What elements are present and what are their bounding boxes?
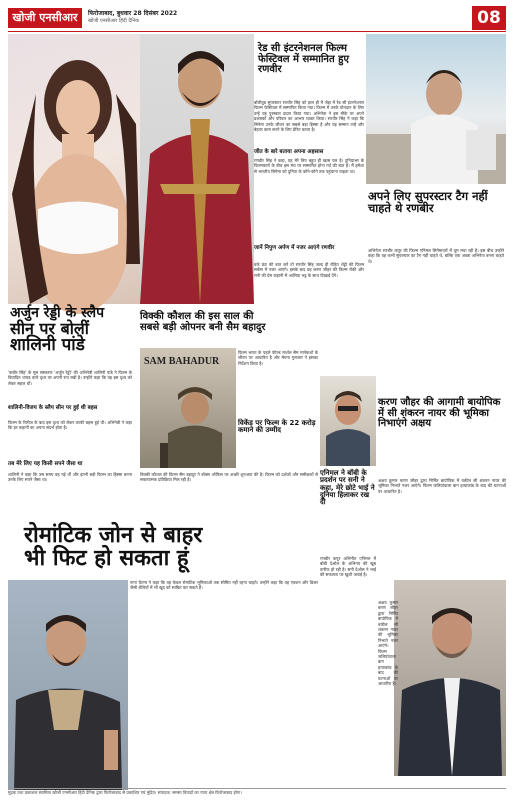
ranveer-headline: रेड सी इंटरनेशनल फिल्म फेस्टिवल में सम्मानित हुए रणवीर — [258, 43, 349, 75]
ranveer-subhead3: जानें निपुण अर्पण में नजर आएंगे रणवीर — [254, 245, 335, 251]
shalini-illustration — [8, 34, 140, 304]
karan-headline: करण जौहर की आगामी बायोपिक में सी शंकरन नायर की भूमिका निभाएंगे अक्षय — [378, 397, 501, 429]
shalini-subhead2: तब मेरे लिए यह किसी सपने जैसा था — [8, 461, 83, 467]
ranveer-body2: रणवीर सिंह ने कहा, यह मेरे लिए बहुत ही खास पल है। दुनियाभर के फिल्मकारों के बीच इस मंच पर सम्मानित होना गर्व की बात है। मैं हमेशा से भारतीय सिनेमा को दुनिया के कोने-कोने तक पहुंचाना चाहता था। — [254, 158, 364, 174]
vicky-headline-line2: सबसे बड़ी ओपनर बनी सैम बहादुर — [140, 321, 266, 333]
masthead-bar — [8, 8, 82, 28]
sub-line: खोजी एनसीआर हिंदी दैनिक — [88, 18, 139, 24]
ranveer-illustration — [140, 34, 254, 304]
vicky-side-body: फिल्म भारत के पहले फील्ड मार्शल सैम मानेकशॉ के जीवन पर आधारित है और मेघना गुलजार ने इसका निर्देशन किया है। — [238, 350, 318, 366]
romantic-headline-line1: रोमांटिक जोन से बाहर — [24, 523, 203, 548]
shalini-headline-line3: शालिनी पांडे — [10, 335, 85, 356]
date-line: फिरोजाबाद, बुधवार 28 दिसंबर 2022 — [88, 10, 178, 17]
ranbir-illustration — [366, 34, 506, 184]
shalini-headline-line2: सीन पर बोलीं — [10, 318, 89, 338]
vicky-headline-line1: विक्की कौशल की इस साल की — [140, 311, 254, 322]
ranveer-singh-photo — [140, 34, 254, 304]
ranbir-headline: अपने लिए सुपरस्टार टैग नहीं चाहते थे रणबीर — [368, 189, 488, 216]
romantic-headline — [24, 524, 324, 570]
romantic-headline-line2: भी फिट हो सकता हूं — [24, 546, 189, 572]
poster-title: SAM BAHADUR — [144, 356, 220, 367]
vicky-body: विक्की कौशल की फिल्म सैम बहादुर ने बॉक्स ऑफिस पर अच्छी शुरुआत की है। फिल्म को दर्शकों और समीक्षकों से सकारात्मक प्रतिक्रिया मिल रही है। — [140, 472, 318, 483]
footer-imprint: मुद्रक तथा प्रकाशक स्वामित्व खोजी एनसीआर हिंदी दैनिक द्वारा फिरोजाबाद से प्रकाशित एवं मुद्रित। संपादक: समस्त विवादों का न्याय क्षेत्र फिरोजाबाद होगा। — [8, 790, 242, 795]
page-number — [472, 6, 506, 30]
naga-illustration — [8, 580, 128, 790]
page-number-text: 08 — [477, 8, 501, 28]
shalini-headline-line1: अर्जुन रेड्डी के स्लैप — [10, 305, 105, 321]
sunny-illustration — [320, 376, 376, 466]
naga-chaitanya-photo — [8, 580, 128, 790]
romantic-body: नागा चैतन्य ने कहा कि वह केवल रोमांटिक भूमिकाओं तक सीमित नहीं रहना चाहते। उन्होंने कहा कि वह एक्शन और थ्रिलर जैसी शैलियों में भी खुद को साबित कर सकते हैं। — [130, 580, 318, 591]
vicky-headline — [140, 312, 320, 333]
footer-divider — [8, 788, 506, 789]
shalini-body: 'कबीर सिंह' के मूल संस्करण 'अर्जुन रेड्डी' की अभिनेत्री शालिनी पांडे ने फिल्म के विवादित थप्पड़ वाले दृश्य पर अपनी राय रखी है। उन्होंने कहा कि वह इस दृश्य को लेकर सहज थीं। — [8, 370, 132, 386]
ranbir-kapoor-photo — [366, 34, 506, 184]
akshay-kumar-photo — [394, 580, 506, 776]
vicky-side-headline: विकेंड पर फिल्म के 22 करोड़ कमाने की उम्मीद — [238, 419, 316, 435]
shalini-subhead: शालिनी-विजय के स्लैप सीन पर हुई थी बहस — [8, 405, 98, 411]
ranveer-body: बॉलीवुड सुपरस्टार रणवीर सिंह को हाल ही में जेद्दा में रेड सी इंटरनेशनल फिल्म फेस्टिवल में सम्मानित किया गया। फिल्म में उनके योगदान के लिए उन्हें यह पुरस्कार प्रदान किया गया। अभिनेता ने इस मौके पर अपने प्रशंसकों और परिवार का आभार व्यक्त किया। रणवीर सिंह ने कहा कि सिनेमा उनके जीवन का सबसे बड़ा हिस्सा है और यह सम्मान उन्हें और बेहतर काम करने के लिए प्रेरित करता है। — [254, 100, 364, 133]
karan-body: अक्षय कुमार करण जौहर द्वारा निर्मित बायोपिक में वकील सी शंकरन नायर की भूमिका निभाते नजर आएंगे। फिल्म जलियांवाला बाग हत्याकांड के बाद की घटनाओं पर आधारित है। — [378, 478, 506, 494]
shalini-body3: शालिनी ने कहा कि उस समय वह नई थीं और इतनी बड़ी फिल्म का हिस्सा बनना उनके लिए सपने जैसा था। — [8, 472, 132, 483]
sam-bahadur-poster — [140, 348, 236, 468]
sunny-deol-photo — [320, 376, 376, 466]
akshay-illustration — [394, 580, 506, 776]
shalini-headline — [10, 306, 146, 355]
ranbir-body: अभिनेता रणबीर कपूर की फिल्म एनिमल सिनेमाघरों में धूम मचा रही है। इस बीच उन्होंने कहा कि वह कभी सुपरस्टार का टैग नहीं चाहते थे, बल्कि एक अच्छा अभिनेता बनना चाहते थे। — [368, 248, 504, 264]
animal-body: रणबीर कपूर अभिनीत एनिमल में बॉबी देओल के अभिनय की खूब तारीफ हो रही है। सनी देओल ने भाई की सफलता पर खुशी जताई है। — [320, 556, 376, 578]
ranveer-subhead: जीत के बारे बताया अपना अहसास — [254, 149, 324, 155]
ranveer-body3: वर्क फ्रंट की बात करें तो रणवीर सिंह जल्द ही रोहित शेट्टी की फिल्म सर्कस में नजर आएंगे। इसके बाद वह करण जौहर की फिल्म रॉकी और रानी की प्रेम कहानी में आलिया भट्ट के साथ दिखाई देंगे। — [254, 262, 364, 278]
karan-body-continued: अक्षय कुमार करण जौहर द्वारा निर्मित बायोपिक में वकील सी शंकरन नायर की भूमिका निभाते नजर आएंगे। फिल्म जलियांवाला बाग हत्याकांड के बाद की घटनाओं पर आधारित है। — [378, 600, 398, 687]
masthead-title: खोजी एनसीआर — [12, 11, 78, 24]
shalini-body2: फिल्म के रिलीज के बाद इस दृश्य को लेकर काफी बहस हुई थी। अभिनेत्री ने कहा कि हर कहानी का अपना संदर्भ होता है। — [8, 420, 132, 431]
animal-headline: एनिमल ने बॉबी के प्रदर्शन पर सनी ने कहा, मेरे छोटे भाई ने दुनिया हिलाकर रख दी — [320, 469, 375, 507]
header-divider — [8, 31, 506, 32]
shalini-pandey-photo — [8, 34, 140, 304]
